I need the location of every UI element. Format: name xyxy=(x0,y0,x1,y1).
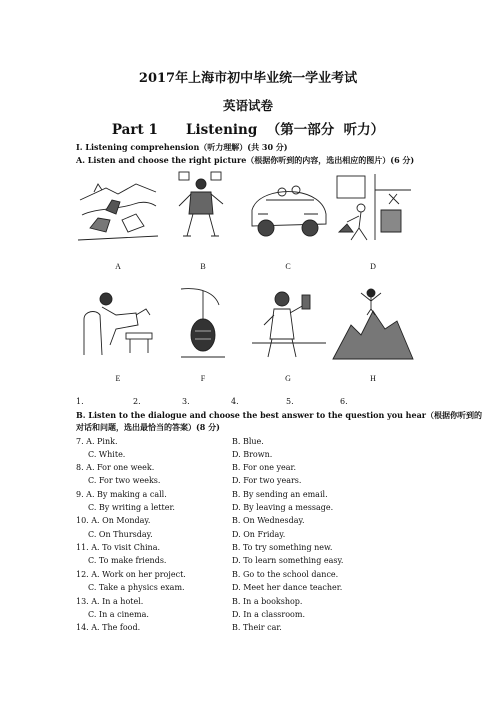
picture-h xyxy=(331,285,415,361)
q12-option-c: C. Take a physics exam. xyxy=(88,583,185,592)
section-a-heading: A. Listen and choose the right picture（根据你听到的内容，选出相应的图片）(6 分) xyxy=(76,155,415,165)
q12-option-a: 12. A. Work on her project. xyxy=(76,570,186,579)
exam-title: 2017年上海市初中毕业统一学业考试 xyxy=(138,71,358,86)
q8-option-c: C. For two weeks. xyxy=(88,476,161,485)
q12-option-d: D. Meet her dance teacher. xyxy=(232,583,343,592)
answer-number-6: 6. xyxy=(340,397,348,406)
answer-number-5: 5. xyxy=(286,397,294,406)
picture-label-g: G xyxy=(285,374,291,383)
picture-a xyxy=(76,170,160,246)
q13-option-c: C. In a cinema. xyxy=(88,610,149,619)
q14-option-b: B. Their car. xyxy=(232,623,282,632)
answer-number-4: 4. xyxy=(231,397,239,406)
q9-option-d: D. By leaving a message. xyxy=(232,503,334,512)
q11-option-b: B. To try something new. xyxy=(232,543,333,552)
answer-number-2: 2. xyxy=(133,397,141,406)
q7-option-a: 7. A. Pink. xyxy=(76,437,118,446)
answer-number-3: 3. xyxy=(182,397,190,406)
q9-option-a: 9. A. By making a call. xyxy=(76,490,167,499)
q11-option-a: 11. A. To visit China. xyxy=(76,543,160,552)
picture-b xyxy=(161,170,245,246)
q9-option-c: C. By writing a letter. xyxy=(88,503,175,512)
section-b-heading-line2: 对话和问题，选出最恰当的答案）(8 分) xyxy=(76,422,220,432)
q7-option-b: B. Blue. xyxy=(232,437,264,446)
q8-option-b: B. For one year. xyxy=(232,463,297,472)
picture-label-e: E xyxy=(115,374,121,383)
q8-option-a: 8. A. For one week. xyxy=(76,463,155,472)
q7-option-d: D. Brown. xyxy=(232,450,273,459)
q7-option-c: C. White. xyxy=(88,450,126,459)
picture-label-b: B xyxy=(200,262,206,271)
picture-label-d: D xyxy=(370,262,376,271)
q10-option-d: D. On Friday. xyxy=(232,530,286,539)
q8-option-d: D. For two years. xyxy=(232,476,302,485)
part-heading: Part 1 Listening （第一部分 听力） xyxy=(111,122,385,138)
section-b-heading-line1: B. Listen to the dialogue and choose the best answer to the question you hear（根据你听到的 xyxy=(76,410,482,420)
q10-option-a: 10. A. On Monday. xyxy=(76,516,151,525)
section-1-heading: I. Listening comprehension（听力理解）(共 30 分) xyxy=(76,142,288,152)
picture-label-c: C xyxy=(285,262,291,271)
q13-option-a: 13. A. In a hotel. xyxy=(76,597,144,606)
q10-option-b: B. On Wednesday. xyxy=(232,516,305,525)
q12-option-b: B. Go to the school dance. xyxy=(232,570,339,579)
exam-subtitle: 英语试卷 xyxy=(222,98,273,113)
q10-option-c: C. On Thursday. xyxy=(88,530,153,539)
picture-d xyxy=(331,170,415,246)
picture-e xyxy=(76,285,160,361)
picture-label-a: A xyxy=(115,262,121,271)
q13-option-b: B. In a bookshop. xyxy=(232,597,303,606)
picture-c xyxy=(246,170,330,246)
q13-option-d: D. In a classroom. xyxy=(232,610,305,619)
q11-option-d: D. To learn something easy. xyxy=(232,556,344,565)
picture-label-h: H xyxy=(370,374,376,383)
q14-option-a: 14. A. The food. xyxy=(76,623,141,632)
picture-f xyxy=(161,285,245,361)
answer-number-1: 1. xyxy=(76,397,84,406)
q11-option-c: C. To make friends. xyxy=(88,556,167,565)
picture-label-f: F xyxy=(200,374,206,383)
picture-g xyxy=(246,285,330,361)
q9-option-b: B. By sending an email. xyxy=(232,490,328,499)
